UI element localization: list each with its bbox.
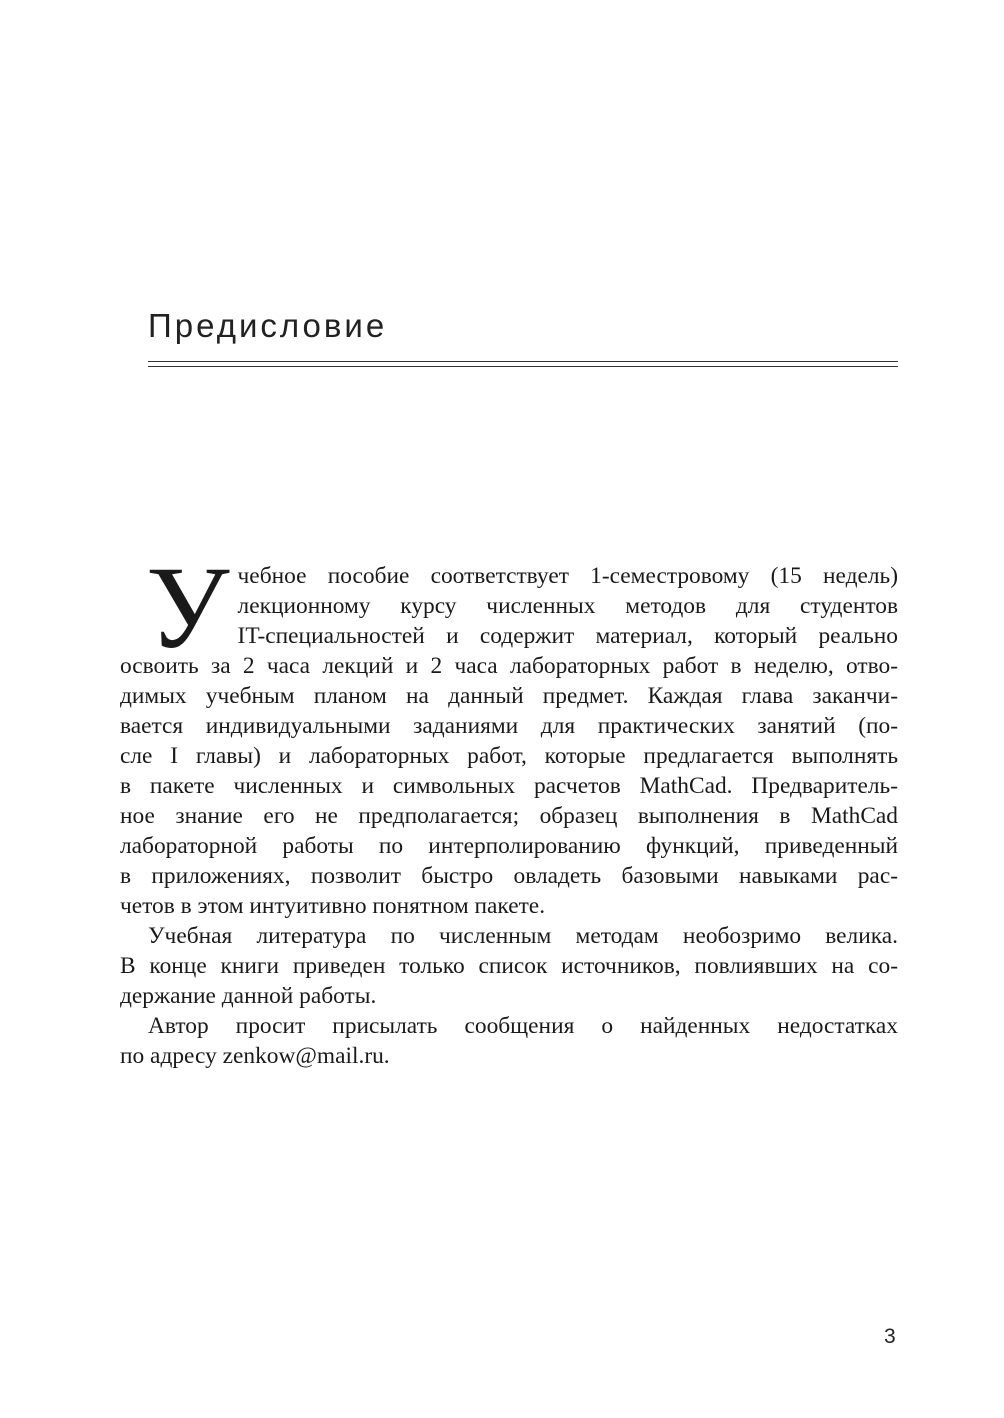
paragraph-line: IT-специальностей и содержит материал, который реально <box>237 623 898 649</box>
paragraph-3 <box>120 1011 898 1071</box>
paragraph-line: вается индивидуальными заданиями для практических занятий (по- <box>120 713 898 739</box>
paragraph-line: освоить за 2 часа лекций и 2 часа лабораторных работ в неделю, отво- <box>120 653 898 679</box>
paragraph-line: димых учебным планом на данный предмет. Каждая глава заканчи- <box>120 683 898 709</box>
paragraph-line: ное знание его не предполагается; образец выполнения в MathCad <box>120 803 898 829</box>
paragraph-line: В конце книги приведен только список источников, повлиявших на со- <box>120 953 898 979</box>
page-title: Предисловие <box>148 307 388 344</box>
paragraph-line: Учебная литература по численным методам необозримо велика. <box>148 923 898 949</box>
paragraph-line: по адресу zenkow@mail.ru. <box>120 1043 390 1069</box>
paragraph-line: держание данной работы. <box>120 983 377 1009</box>
paragraph-line: четов в этом интуитивно понятном пакете. <box>120 893 546 919</box>
paragraph-line: в пакете численных и символьных расчетов MathCad. Предваритель- <box>120 773 898 799</box>
title-rule-upper <box>148 361 898 362</box>
paragraph-line: сле I главы) и лабораторных работ, которые предлагается выполнять <box>120 743 898 769</box>
preface-body <box>120 542 898 1071</box>
page-number: 3 <box>884 1325 896 1348</box>
drop-cap: У <box>146 542 230 673</box>
paragraph-line: лекционному курсу численных методов для студентов <box>237 593 898 619</box>
title-rule-lower <box>148 366 898 367</box>
paragraph-line: в приложениях, позволит быстро овладеть базовыми навыками рас- <box>120 863 898 889</box>
paragraph-line: Автор просит присылать сообщения о найденных недостатках <box>148 1013 898 1039</box>
paragraph-2 <box>120 921 898 1011</box>
paragraph-line: лабораторной работы по интерполированию функций, приведенный <box>120 833 898 859</box>
paragraph-1 <box>120 542 898 921</box>
paragraph-line: чебное пособие соответствует 1-семестровому (15 недель) <box>237 563 898 589</box>
